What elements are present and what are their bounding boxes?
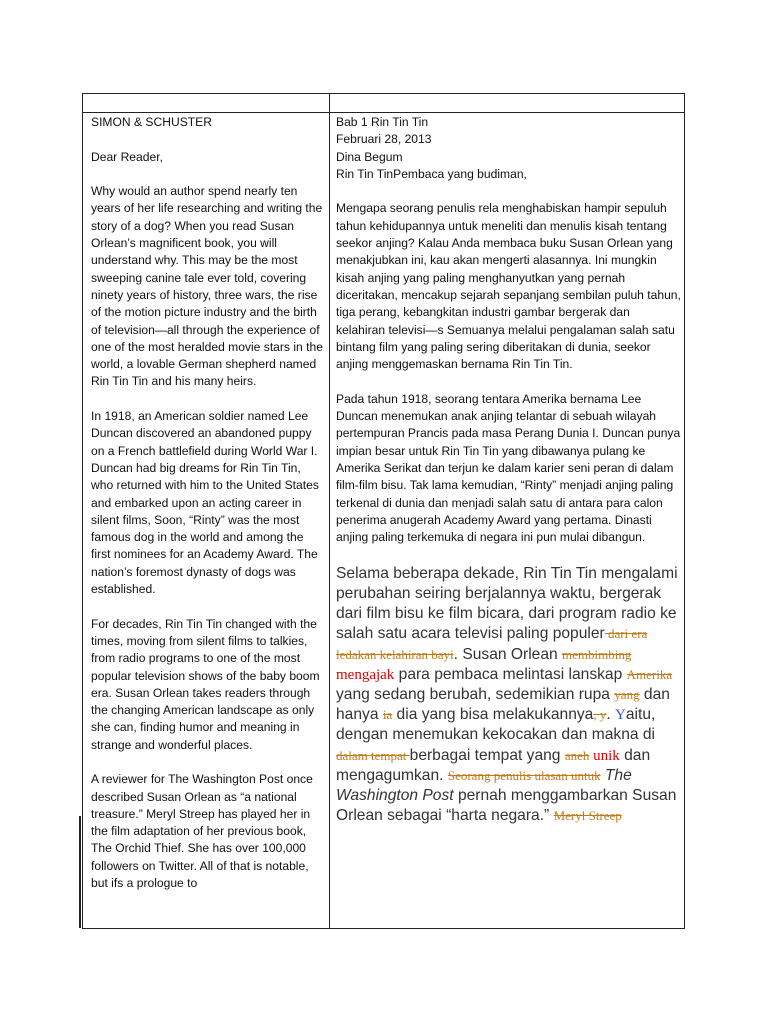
edit-text: . [606,706,616,724]
edit-text: . Susan Orlean [453,645,563,663]
salutation: Dear Reader, [91,149,163,164]
change-bar [79,816,81,928]
date-line: Februari 28, 2013 [336,132,432,147]
edit-text: Selama beberapa dekade, Rin Tin Tin mengalami perubahan seiring berjalannya waktu, bergerak dari film bisu ke film bicara, dari program radio ke salah satu acara televisi paling populer [336,564,678,643]
deleted-text: yang [614,686,640,702]
edit-text: aitu, dengan menemukan kekocakan dan makna di [336,706,656,744]
deleted-text: aneh [564,747,590,763]
translation-salutation: Rin Tin TinPembaca yang budiman, [336,166,527,181]
source-paragraph-3: For decades, Rin Tin Tin changed with the times, moving from silent films to talkies, from radio programs to one of the most popular television shows of the baby boom era. Susan Orlean takes readers through the changing American landscape as only she can, finding humor and meaning in strange and wonderful places. [91,616,320,752]
inserted-text: Y [615,707,626,724]
edit-text: dan mengagumkan. [336,746,651,784]
column-divider [329,94,330,928]
translation-column [336,114,682,924]
edit-text: dia yang bisa melakukannya [392,706,594,724]
edited-paragraph [336,564,682,827]
deleted-text: dari era ledakan kelahiran bayi [336,626,648,662]
publication-name: The Washington Post [336,766,632,804]
edit-text: yang sedang berubah, sedemikian rupa [336,685,615,703]
inserted-text: unik [589,747,620,764]
deleted-text: , y [593,707,607,723]
edit-text: berbagai tempat yang [409,746,565,764]
source-text-column [91,114,325,924]
translator-name: Dina Begum [336,149,403,164]
deleted-text: Amerika [626,666,673,682]
publisher-name: SIMON & SCHUSTER [91,115,212,129]
chapter-title: Bab 1 Rin Tin Tin [336,115,429,129]
comparison-table [82,93,685,929]
edit-text: para pembaca melintasi lanskap [394,665,627,683]
inserted-text: mengajak [336,666,395,683]
deleted-text: ia [382,707,393,723]
translation-paragraph-1: Mengapa seorang penulis rela menghabiskan hampir sepuluh tahun kehidupannya untuk meneliti dan menulis kisah tentang seekor anjing? Kalau Anda membaca buku Susan Orlean yang menakjubkan ini, kau akan mengerti alasannya. Ini mungkin kisah anjing yang paling menghanyutkan yang pernah diceritakan, mencakup sejarah sepanjang sembilan puluh tahun, tiga perang, kebangkitan industri gambar bergerak dan kelahiran televisi—s Semuanya melalui pengalaman salah satu bintang film yang paling sering diberitakan di dunia, seekor anjing menggemaskan bernama Rin Tin Tin. [336,201,681,372]
edit-text: pernah menggambarkan Susan Orlean sebagai “harta negara.” [336,786,677,825]
deleted-text: membimbing [562,646,632,662]
edit-text: dan hanya [336,685,670,724]
translation-paragraph-2: Pada tahun 1918, seorang tentara Amerika bernama Lee Duncan menemukan anak anjing telantar di sebuah wilayah pertempuran Prancis pada masa Perang Dunia I. Duncan punya impian besar untuk Rin Tin Tin yang dibawanya pulang ke Amerika Serikat dan terjun ke dalam karier seni peran di dalam film-film bisu. Tak lama kemudian, “Rinty” menjadi anjing paling terkenal di dunia dan menjadi salah satu di antara para calon penerima anugerah Academy Award yang pertama. Dinasti anjing paling terkemuka di negara ini pun mulai dibangun. [336,391,681,545]
source-paragraph-4: A reviewer for The Washington Post once described Susan Orlean as “a national treasure.” Meryl Streep has played her in the film adaptation of her previous book, The Orchid Thief. She has over 100,000 followers on Twitter. All of that is notable, but ifs a prologue to [91,772,313,891]
deleted-text: dalam tempat [336,747,410,763]
deleted-text: Seorang penulis ulasan untuk [447,767,601,783]
deleted-text: Meryl Streep [553,808,622,824]
source-paragraph-2: In 1918, an American soldier named Lee Duncan discovered an abandoned puppy on a French battlefield during World War I. Duncan had big dreams for Rin Tin Tin, who returned with him to the United States and embarked upon an acting career in silent films, Soon, “Rinty” was the most famous dog in the world and among the first nominees for an Academy Award. The nation’s foremost dynasty of dogs was established. [91,409,319,597]
source-paragraph-1: Why would an author spend nearly ten years of her life researching and writing the story of a dog? When you read Susan Orlean’s magnificent book, you will understand why. This may be the most sweeping canine tale ever told, covering ninety years of history, three wars, the rise of the motion picture industry and the birth of television—all through the experience of one of the most heralded movie stars in the world, a lovable German shepherd named Rin Tin Tin and his many heirs. [91,184,323,389]
table-header-row [83,94,684,113]
